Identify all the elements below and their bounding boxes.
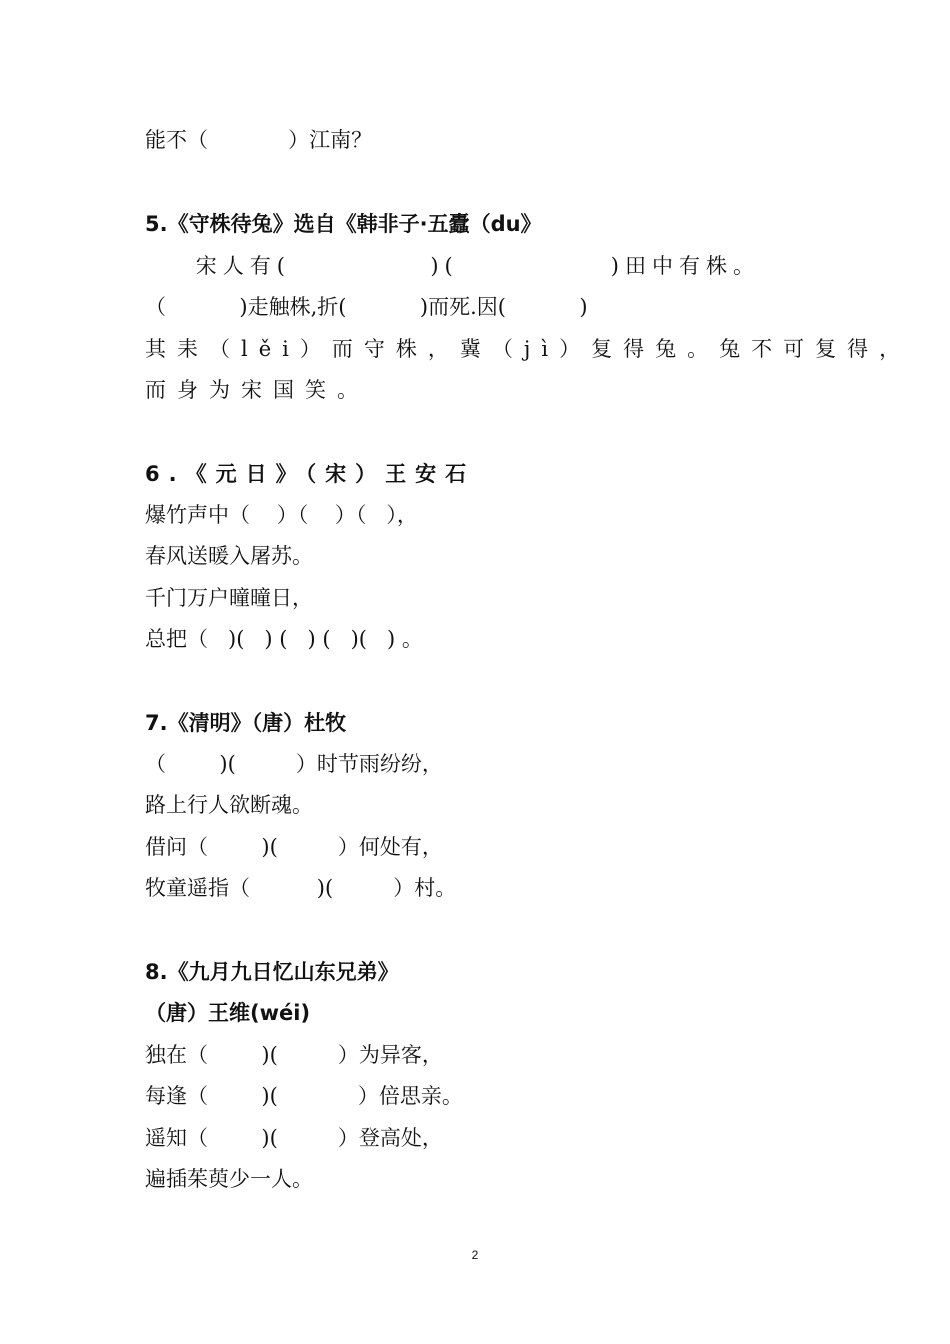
- section-5-line-1: 宋人有( )( )田中有株。: [145, 254, 761, 278]
- page-number: 2: [471, 1248, 479, 1262]
- section-7-line-2: 路上行人欲断魂。: [145, 793, 313, 817]
- section-7-heading: 7.《清明》（唐）杜牧: [145, 711, 347, 735]
- section-5-line-4: 而身为宋国笑。: [145, 378, 369, 402]
- section-8-line-4: 遍插茱萸少一人。: [145, 1167, 313, 1191]
- intro-poem-line: 能不（ ）江南？: [145, 128, 373, 152]
- section-5-line-3: 其耒（lěi）而守株，冀（jì）复得兔。兔不可复得，: [145, 337, 912, 361]
- section-6-line-4: 总把（ )( ) ( ) ( )( ) 。: [145, 627, 423, 651]
- section-8-heading: 8.《九月九日忆山东兄弟》: [145, 960, 399, 984]
- section-7-line-1: （ )( ）时节雨纷纷，: [145, 752, 443, 776]
- section-6-line-2: 春风送暖入屠苏。: [145, 544, 313, 568]
- section-7-line-3: 借问（ )( ）何处有，: [145, 835, 443, 859]
- section-6-line-3: 千门万户曈曈日，: [145, 586, 313, 610]
- section-8-author: （唐）王维(wéi): [145, 1001, 311, 1025]
- section-8-line-2: 每逢（ )( ）倍思亲。: [145, 1084, 463, 1108]
- section-8-line-3: 遥知（ )( ）登高处，: [145, 1126, 443, 1150]
- section-5-line-2: （ )走触株,折( )而死.因( ): [145, 295, 588, 319]
- section-5-heading: 5.《守株待兔》选自《韩非子·五蠹（du》: [145, 212, 542, 236]
- section-6-heading: 6.《元日》（宋）王安石: [145, 462, 476, 486]
- section-6-line-1: 爆竹声中（ ）（ ）（ ），: [145, 503, 418, 527]
- section-7-line-4: 牧童遥指（ )( ）村。: [145, 876, 457, 900]
- section-8-line-1: 独在（ )( ）为异客，: [145, 1043, 443, 1067]
